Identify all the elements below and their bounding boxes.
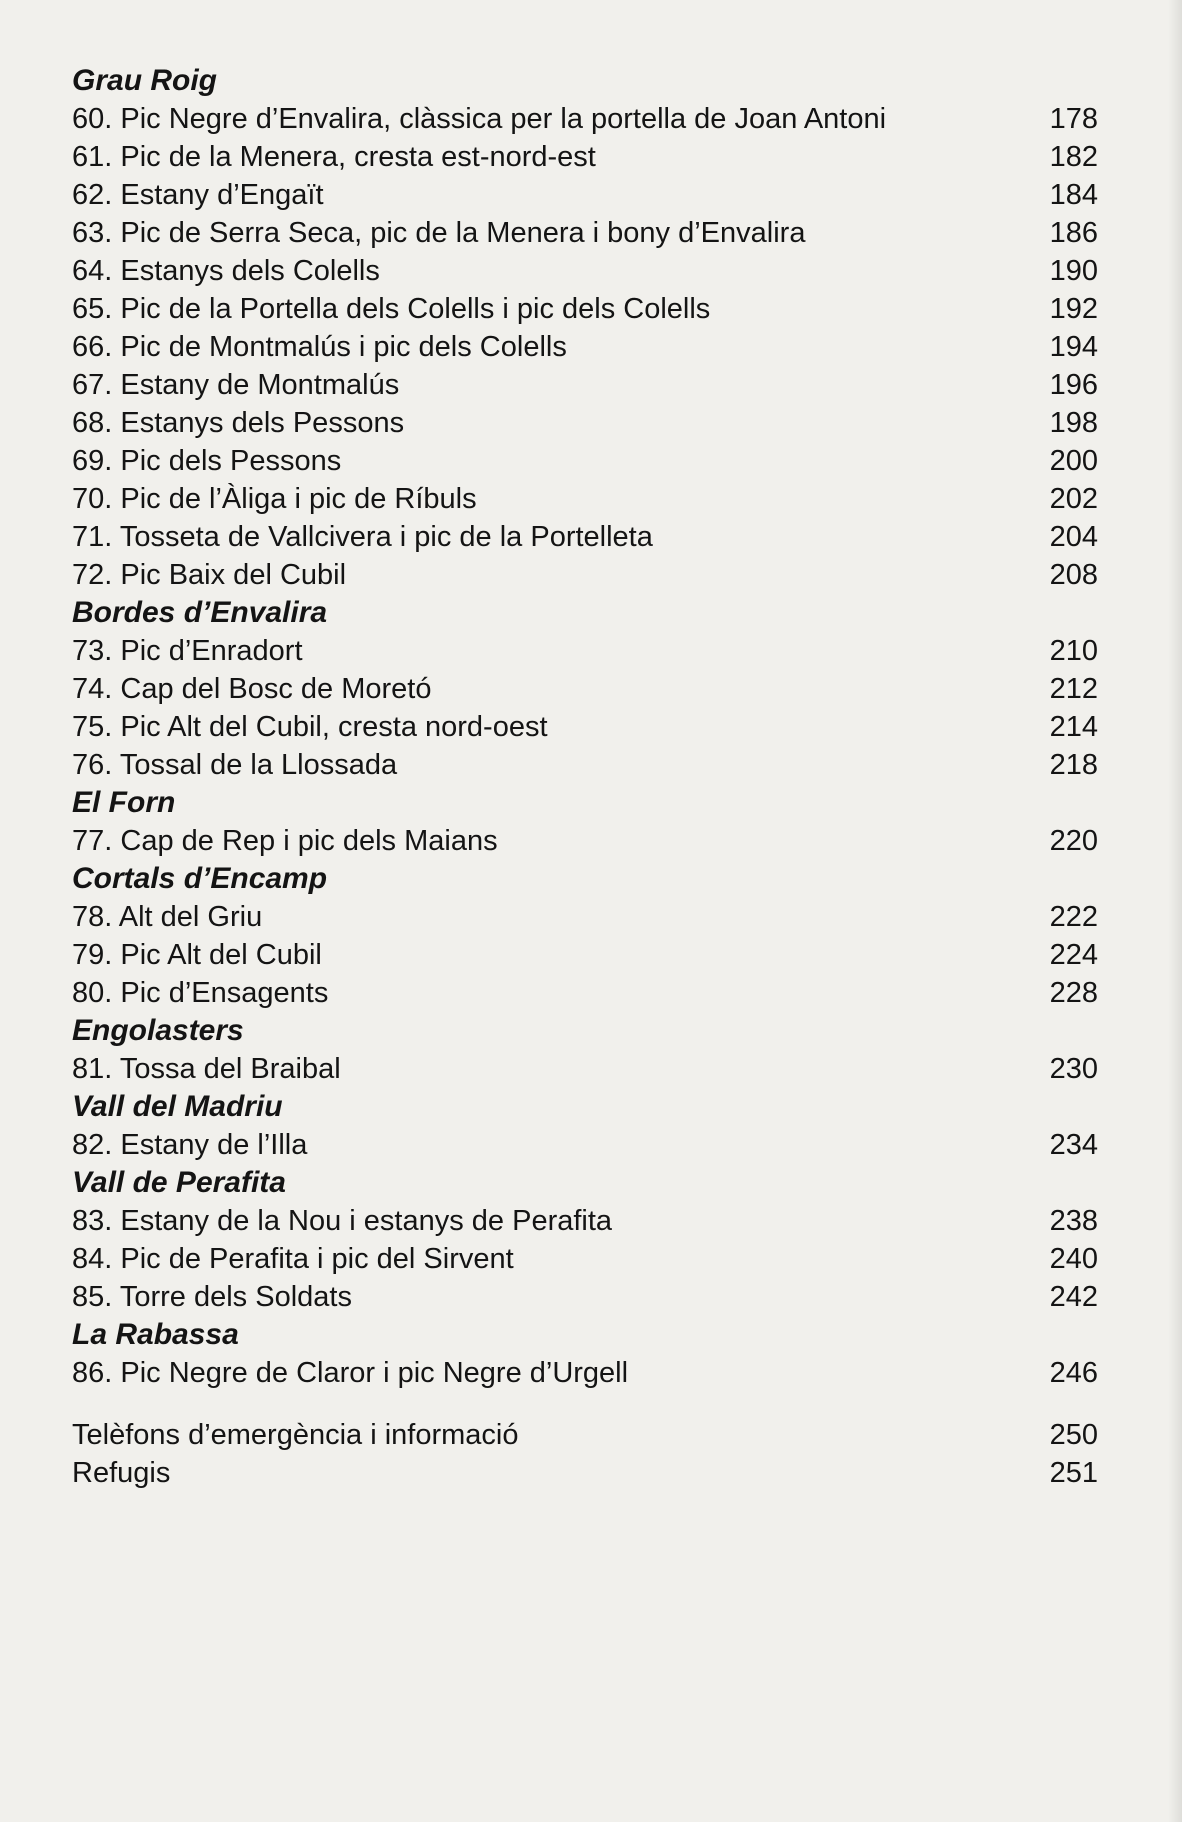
toc-entry-page-number: 230: [1049, 1053, 1098, 1085]
toc-section-heading: Vall de Perafita: [72, 1166, 286, 1199]
toc-entry-title: 73. Pic d’Enradort: [72, 635, 303, 667]
toc-entry-title: 80. Pic d’Ensagents: [72, 977, 329, 1009]
toc-entry-title: 69. Pic dels Pessons: [72, 445, 342, 477]
toc-gap: [72, 1392, 1098, 1416]
toc-entry-title: 76. Tossal de la Llossada: [72, 749, 398, 781]
toc-entry: [72, 1240, 1098, 1278]
toc-entry-title: 71. Tosseta de Vallcivera i pic de la Portelleta: [72, 521, 653, 553]
toc-entry-title: 72. Pic Baix del Cubil: [72, 559, 347, 591]
page-edge-shadow: [1168, 0, 1182, 1822]
toc-entry-page-number: 194: [1049, 331, 1098, 363]
toc-section-heading: Vall del Madriu: [72, 1090, 283, 1123]
toc-entry-page-number: 240: [1049, 1243, 1098, 1275]
toc-entry-page-number: 204: [1049, 521, 1098, 553]
toc-entry-page-number: 222: [1049, 901, 1098, 933]
toc-entry-page-number: 192: [1049, 293, 1098, 325]
toc-entry: [72, 822, 1098, 860]
toc-entry: [72, 404, 1098, 442]
toc-entry: [72, 100, 1098, 138]
toc-entry: [72, 442, 1098, 480]
toc-entry-title: 85. Torre dels Soldats: [72, 1281, 352, 1313]
toc-entry: [72, 518, 1098, 556]
toc-entry: [72, 138, 1098, 176]
toc-entry-page-number: 200: [1049, 445, 1098, 477]
toc-entry-page-number: 251: [1049, 1457, 1098, 1489]
toc-entry-title: 62. Estany d’Engaït: [72, 179, 324, 211]
toc-entry-title: 63. Pic de Serra Seca, pic de la Menera i bony d’Envalira: [72, 217, 806, 249]
toc-entry: [72, 556, 1098, 594]
toc-entry: [72, 1126, 1098, 1164]
toc-entry-title: 84. Pic de Perafita i pic del Sirvent: [72, 1243, 514, 1275]
toc-entry: [72, 1202, 1098, 1240]
toc-entry-title: 78. Alt del Griu: [72, 901, 263, 933]
toc-entry-page-number: 178: [1049, 103, 1098, 135]
toc-entry: [72, 366, 1098, 404]
toc-entry-page-number: 224: [1049, 939, 1098, 971]
toc-entry: [72, 632, 1098, 670]
toc-entry-page-number: 184: [1049, 179, 1098, 211]
toc-entry-title: 86. Pic Negre de Claror i pic Negre d’Urgell: [72, 1357, 629, 1389]
toc-entry: [72, 1050, 1098, 1088]
toc-entry: [72, 898, 1098, 936]
toc-entry-page-number: 190: [1049, 255, 1098, 287]
toc-list: [72, 62, 1098, 1492]
toc-entry-page-number: 208: [1049, 559, 1098, 591]
toc-entry-title: 79. Pic Alt del Cubil: [72, 939, 322, 971]
toc-entry: [72, 974, 1098, 1012]
toc-entry-title: 61. Pic de la Menera, cresta est-nord-est: [72, 141, 596, 173]
toc-entry-page-number: 186: [1049, 217, 1098, 249]
toc-entry-page-number: 228: [1049, 977, 1098, 1009]
toc-section-heading: Engolasters: [72, 1014, 244, 1047]
toc-entry-page-number: 246: [1049, 1357, 1098, 1389]
toc-entry: [72, 1278, 1098, 1316]
toc-entry-page-number: 242: [1049, 1281, 1098, 1313]
toc-entry-title: 81. Tossa del Braibal: [72, 1053, 341, 1085]
toc-entry: [72, 480, 1098, 518]
toc-entry-page-number: 210: [1049, 635, 1098, 667]
toc-entry: [72, 176, 1098, 214]
toc-section-heading: La Rabassa: [72, 1318, 239, 1351]
toc-entry-title: 67. Estany de Montmalús: [72, 369, 400, 401]
toc-entry: [72, 746, 1098, 784]
toc-entry-page-number: 196: [1049, 369, 1098, 401]
toc-entry-page-number: 250: [1049, 1419, 1098, 1451]
toc-entry: [72, 708, 1098, 746]
toc-entry-title: 68. Estanys dels Pessons: [72, 407, 405, 439]
toc-entry: [72, 670, 1098, 708]
toc-section-heading: El Forn: [72, 786, 176, 819]
toc-entry: [72, 1416, 1098, 1454]
toc-entry-page-number: 212: [1049, 673, 1098, 705]
toc-entry-page-number: 202: [1049, 483, 1098, 515]
toc-entry-title: 74. Cap del Bosc de Moretó: [72, 673, 432, 705]
toc-entry-page-number: 220: [1049, 825, 1098, 857]
toc-entry-page-number: 234: [1049, 1129, 1098, 1161]
toc-section-heading: Grau Roig: [72, 64, 218, 97]
toc-entry-title: Telèfons d’emergència i informació: [72, 1419, 519, 1451]
toc-entry: [72, 328, 1098, 366]
toc-entry-title: Refugis: [72, 1457, 171, 1489]
toc-entry: [72, 214, 1098, 252]
toc-entry-page-number: 198: [1049, 407, 1098, 439]
toc-entry-page-number: 218: [1049, 749, 1098, 781]
toc-section-heading: Cortals d’Encamp: [72, 862, 328, 895]
toc-entry-title: 70. Pic de l’Àliga i pic de Ríbuls: [72, 483, 477, 515]
toc-entry: [72, 252, 1098, 290]
toc-entry: [72, 1354, 1098, 1392]
toc-entry-title: 65. Pic de la Portella dels Colells i pic dels Colells: [72, 293, 711, 325]
toc-entry-title: 60. Pic Negre d’Envalira, clàssica per la portella de Joan Antoni: [72, 103, 887, 135]
toc-entry-title: 66. Pic de Montmalús i pic dels Colells: [72, 331, 567, 363]
toc-entry-title: 77. Cap de Rep i pic dels Maians: [72, 825, 498, 857]
toc-entry-title: 75. Pic Alt del Cubil, cresta nord-oest: [72, 711, 548, 743]
toc-entry-page-number: 238: [1049, 1205, 1098, 1237]
toc-entry-title: 82. Estany de l’Illa: [72, 1129, 308, 1161]
toc-entry: [72, 936, 1098, 974]
toc-entry: [72, 290, 1098, 328]
toc-entry: [72, 1454, 1098, 1492]
toc-entry-page-number: 182: [1049, 141, 1098, 173]
toc-entry-title: 83. Estany de la Nou i estanys de Perafita: [72, 1205, 613, 1237]
toc-entry-page-number: 214: [1049, 711, 1098, 743]
toc-entry-title: 64. Estanys dels Colells: [72, 255, 380, 287]
toc-section-heading: Bordes d’Envalira: [72, 596, 328, 629]
